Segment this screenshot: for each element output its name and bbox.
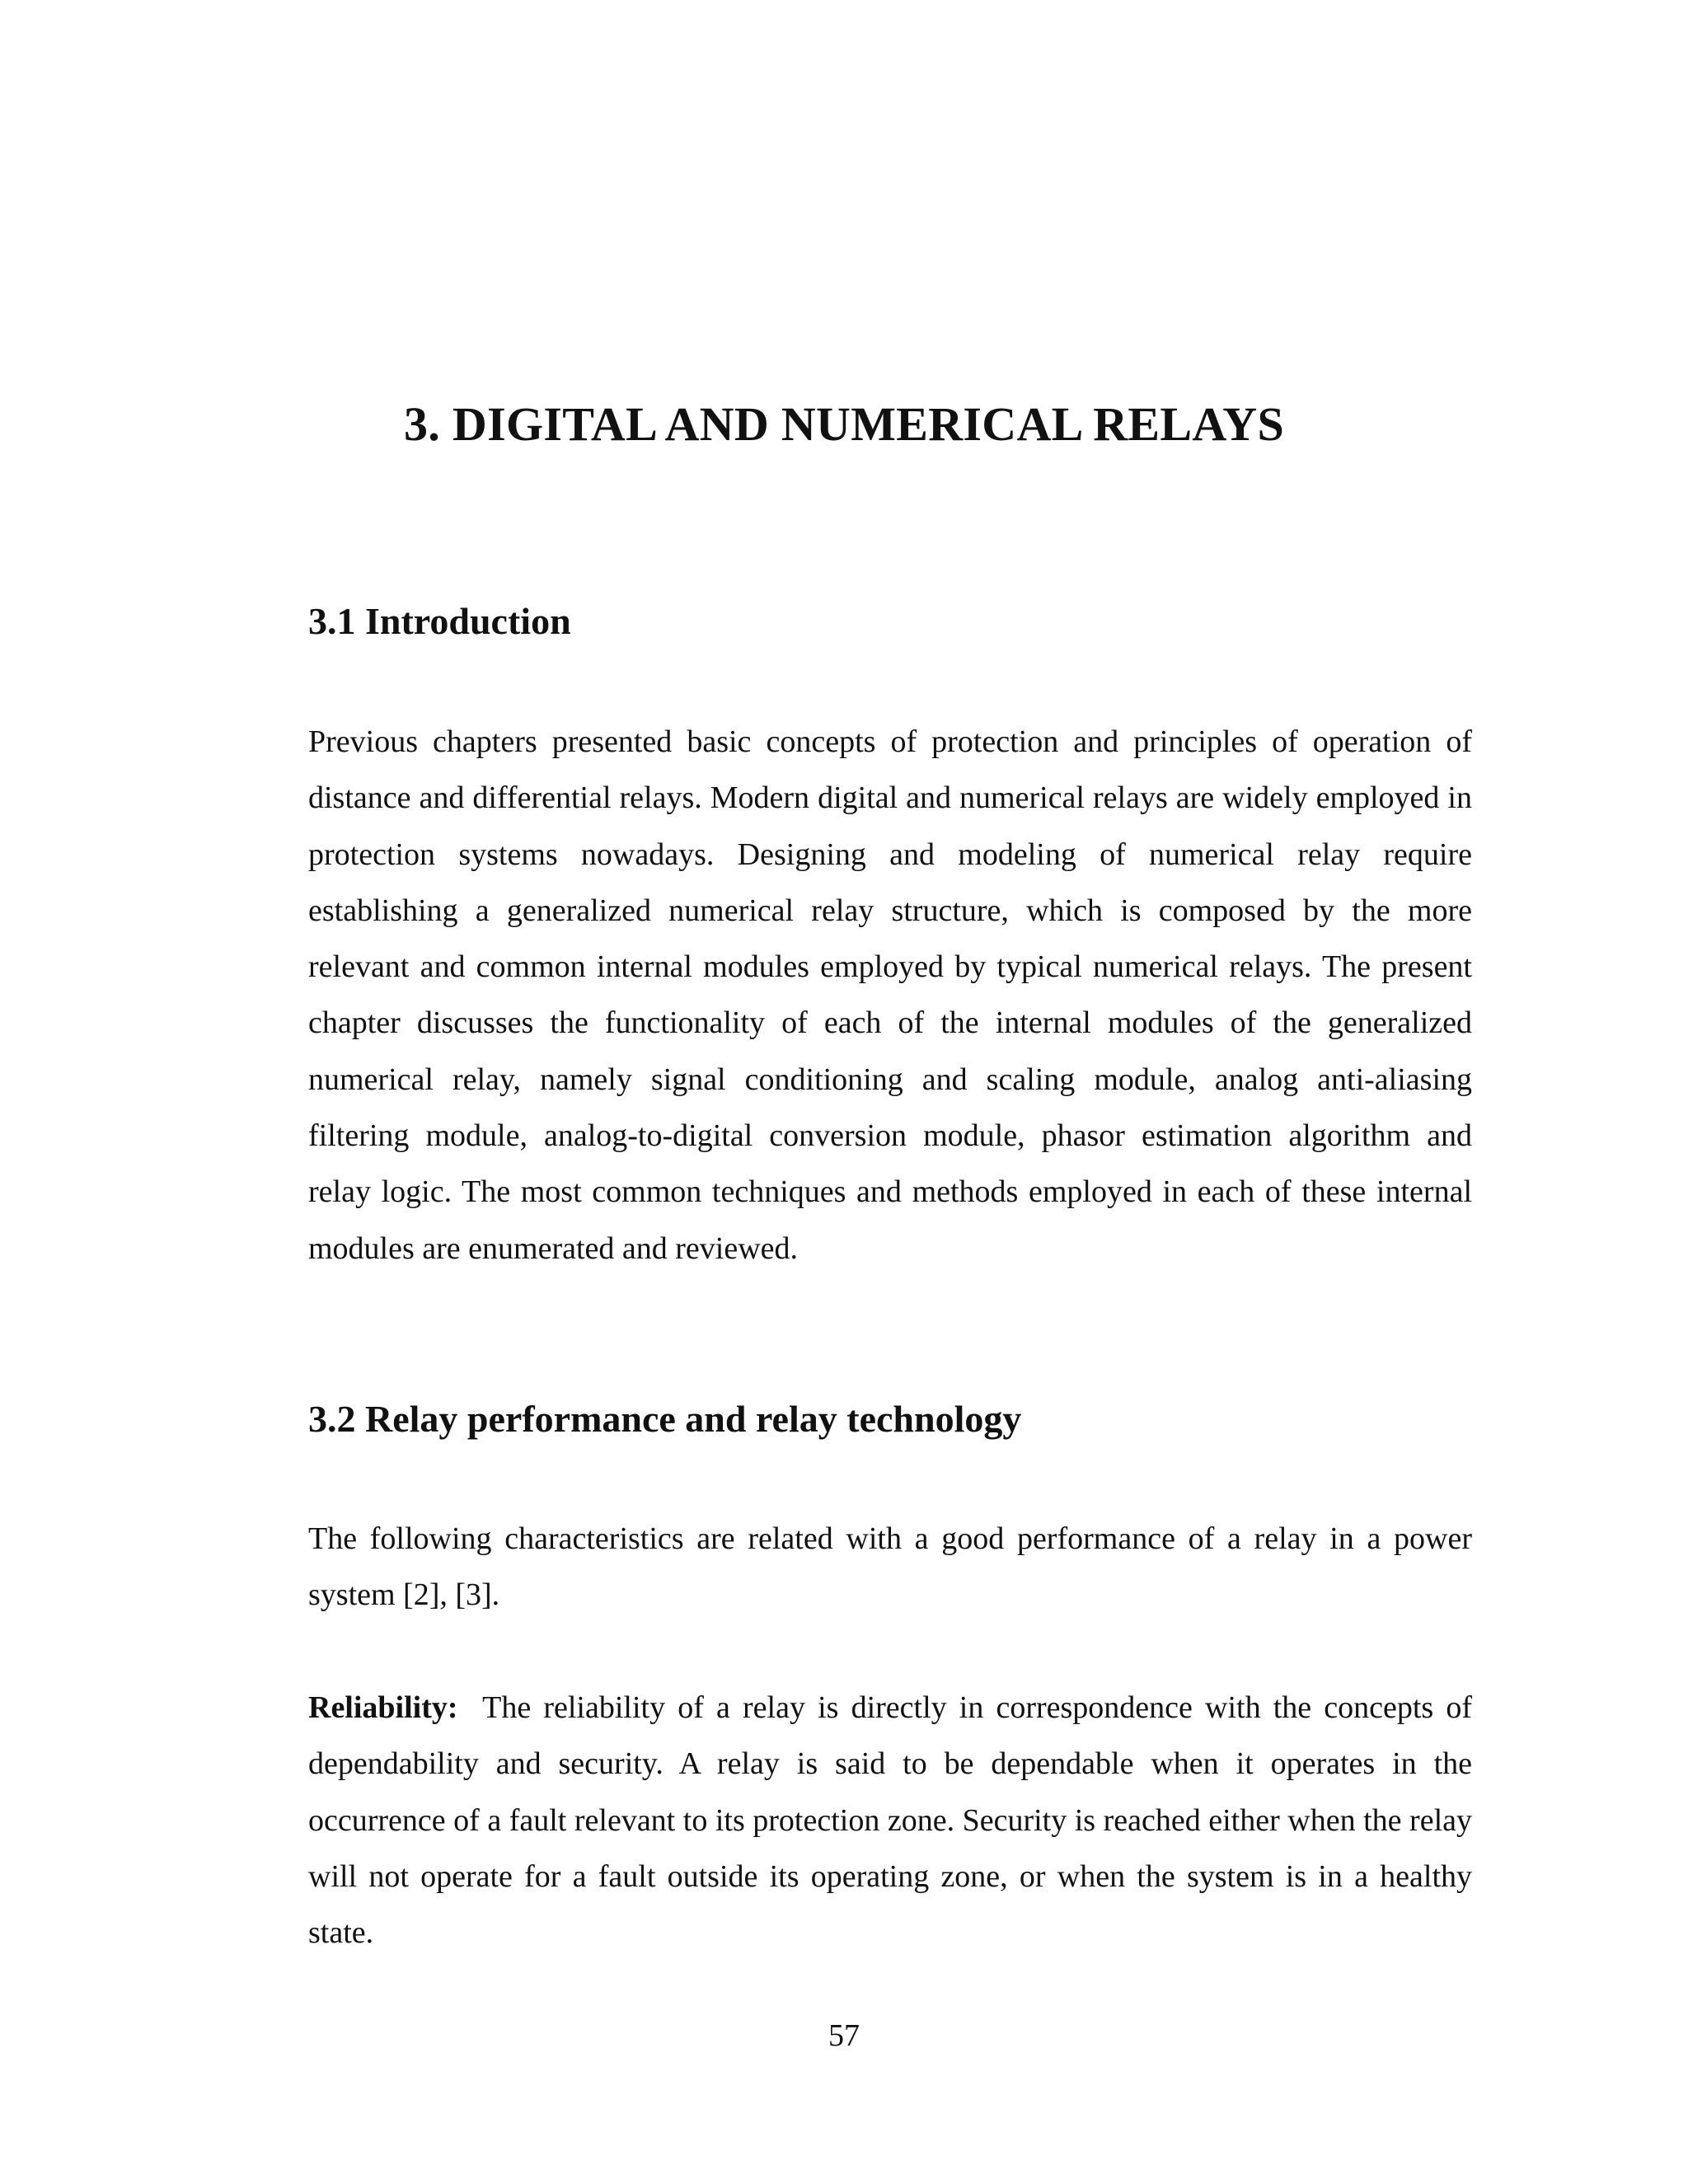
reliability-term: Reliability: <box>308 1690 458 1725</box>
introduction-paragraph: Previous chapters presented basic concepts of protection and principles of operation of distance and differential relays. Modern digital and numerical relays are widely employed in protection systems nowadays. Designing and modeling of numerical relay require establishing a generalized numerical relay structure, which is composed by the more relevant and common internal modules employed by typical numerical relays. The present chapter discusses the functionality of each of the internal modules of the generalized numerical relay, namely signal conditioning and scaling module, analog anti-aliasing filtering module, analog-to-digital conversion module, phasor estimation algorithm and relay logic. The most common techniques and methods employed in each of these internal modules are enumerated and reviewed. <box>308 724 1472 1266</box>
section-heading-introduction: 3.1 Introduction <box>308 600 571 642</box>
chapter-title: 3. DIGITAL AND NUMERICAL RELAYS <box>403 397 1285 451</box>
reliability-text: The reliability of a relay is directly in correspondence with the concepts of dependability and security. A relay is said to be dependable when it operates in the occurrence of a fault relevant to its protection zone. Security is reached either when the relay will not operate for a fault outside its operating zone, or when the system is in a healthy state. <box>308 1690 1472 1951</box>
relay-performance-paragraph: The following characteristics are related with a good performance of a relay in a power system [2], [3]. <box>308 1521 1472 1613</box>
section-heading-relay-performance: 3.2 Relay performance and relay technology <box>308 1398 1022 1440</box>
reliability-paragraph <box>308 1680 1472 1961</box>
page-number: 57 <box>828 2018 860 2053</box>
